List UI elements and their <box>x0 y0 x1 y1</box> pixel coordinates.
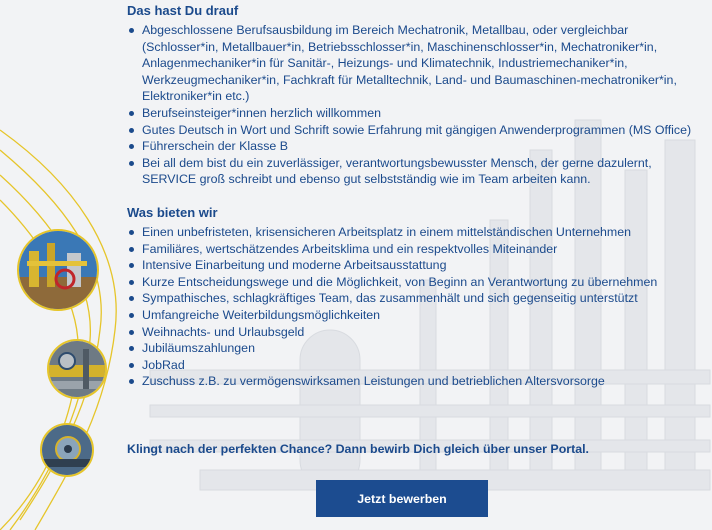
list-item: Jubiläumszahlungen <box>142 340 707 357</box>
section-heading-benefits: Was bieten wir <box>127 204 218 220</box>
industry-photo-large <box>17 229 99 311</box>
list-item: Weihnachts- und Urlaubsgeld <box>142 324 707 341</box>
valve-photo <box>40 423 94 477</box>
list-item: Abgeschlossene Berufsausbildung im Bereich Mechatronik, Metallbau, oder vergleichbar (Schlosser*in, Metallbauer*in, Betriebsschlosser*in, Maschinenschlosser*in, Mechatroniker*in, Anlagenmechaniker*in für Sanitär-, Heizungs- und Klimatechnik, Industriemechaniker*in, Werkzeugmechaniker*in, Fachkraft für Metalltechnik, Land- und Baumaschinen-mechatroniker*in, Elektroniker*in etc.) <box>142 22 707 105</box>
benefits-list <box>127 224 707 390</box>
list-item: Bei all dem bist du ein zuverlässiger, verantwortungsbewusster Mensch, der gerne dazulernt, SERVICE groß schreibt und ebenso gut selbstständig wie im Team arbeiten kann. <box>142 155 707 188</box>
list-item: Einen unbefristeten, krisensicheren Arbeitsplatz in einem mittelständischen Unternehmen <box>142 224 707 241</box>
list-item: Familiäres, wertschätzendes Arbeitsklima und ein respektvolles Miteinander <box>142 241 707 258</box>
requirements-list <box>127 22 707 188</box>
list-item: Intensive Einarbeitung und moderne Arbeitsausstattung <box>142 257 707 274</box>
list-item: Umfangreiche Weiterbildungsmöglichkeiten <box>142 307 707 324</box>
list-item: Berufseinsteiger*innen herzlich willkommen <box>142 105 707 122</box>
list-item: Zuschuss z.B. zu vermögenswirksamen Leistungen und betrieblichen Altersvorsorge <box>142 373 707 390</box>
list-item: Sympathisches, schlagkräftiges Team, das zusammenhält und sich gegenseitig unterstützt <box>142 290 707 307</box>
list-item: Kurze Entscheidungswege und die Möglichkeit, von Beginn an Verantwortung zu übernehmen <box>142 274 707 291</box>
pipeline-photo <box>47 339 107 399</box>
list-item: Gutes Deutsch in Wort und Schrift sowie Erfahrung mit gängigen Anwenderprogrammen (MS Office) <box>142 122 707 139</box>
section-heading-requirements: Das hast Du drauf <box>127 3 239 18</box>
call-to-action-text: Klingt nach der perfekten Chance? Dann bewirb Dich gleich über unser Portal. <box>127 442 589 456</box>
list-item: JobRad <box>142 357 707 374</box>
apply-now-button[interactable]: Jetzt bewerben <box>316 480 488 517</box>
list-item: Führerschein der Klasse B <box>142 138 707 155</box>
job-ad-content <box>127 0 707 390</box>
